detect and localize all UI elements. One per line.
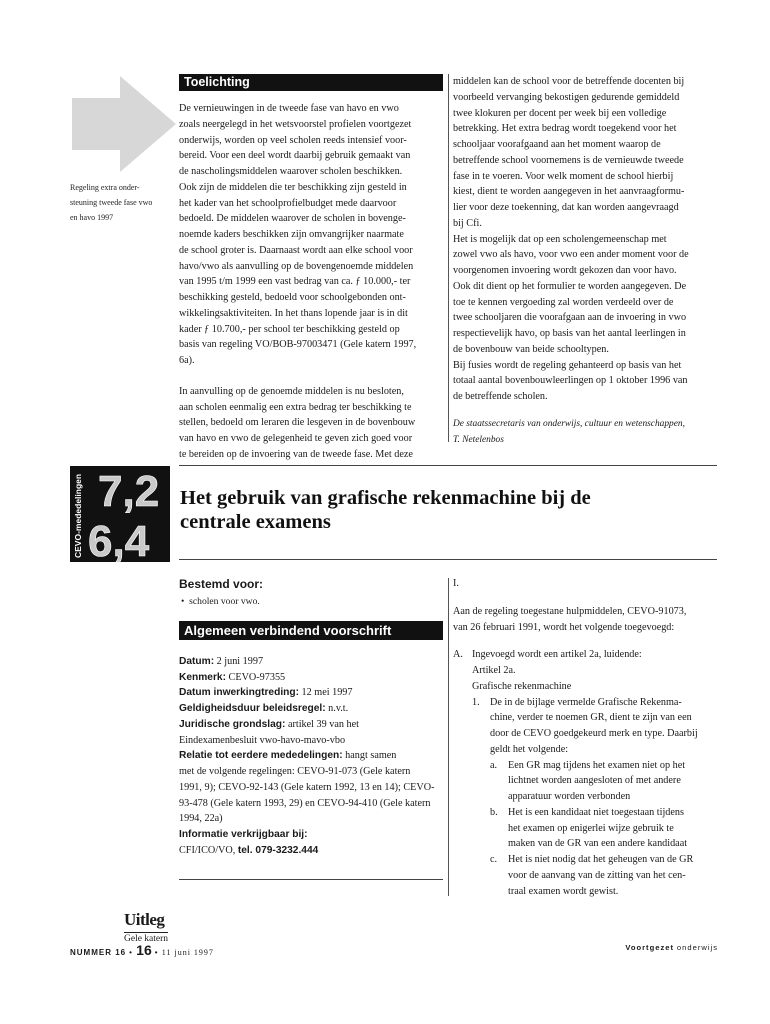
footer-section-bold: Voortgezet [625, 943, 675, 952]
toelichting-column-right [453, 74, 718, 448]
column-divider [448, 578, 449, 896]
meta-label: Geldigheidsduur beleidsregel: [179, 703, 326, 714]
meta-value: CEVO-97355 [228, 671, 286, 683]
meta-inwerking [179, 685, 443, 701]
item-marker: c. [490, 854, 498, 865]
section-title: Het gebruik van grafische rekenmachine bij de centrale examens [180, 487, 591, 533]
regeling-column-right [453, 576, 721, 899]
section-end-rule [179, 879, 443, 880]
item-line: Ingevoegd wordt een artikel 2a, luidende: [472, 649, 642, 661]
bestemd-heading: Bestemd voor: [179, 577, 264, 591]
grade-number-top: 7,2 [98, 467, 160, 516]
logo-subtitle: Gele katern [124, 934, 169, 944]
item-text: Het is een kandidaat niet toegestaan tijdens het examen op enigerlei wijze gebruik te maken van de GR van een andere kandidaat [508, 806, 688, 850]
regeling-item-a [453, 647, 721, 899]
title-rule [179, 465, 717, 466]
meta-relatie-cont: met de volgende regelingen: CEVO-91-073 (Gele katern 1991, 9); CEVO-92-143 (Gele katern 1992, 13 en 14); CEVO- 93-478 (Gele katern 1993, 29) en CEVO-94-410 (Gele katern 1994, 22a) [179, 766, 435, 825]
meta-value: artikel 39 van het [287, 718, 359, 730]
bestemd-item [179, 594, 443, 610]
toelichting-column-left [179, 74, 443, 463]
side-note-line: steuning tweede fase vwo [70, 198, 153, 207]
item-line: Grafische rekenmachine [472, 680, 572, 692]
meta-label: Relatie tot eerdere mededelingen: [179, 750, 343, 762]
bullet: • [181, 596, 185, 607]
item-marker: b. [490, 806, 498, 818]
footer-bullet: • [129, 948, 137, 957]
footer-bullet: • [154, 948, 162, 957]
meta-label: Datum: [179, 655, 215, 667]
meta-info-label: Informatie verkrijgbaar bij: [179, 829, 308, 840]
meta-label: Datum inwerkingtreding: [179, 687, 299, 699]
item-marker: A. [453, 649, 463, 661]
grade-number-bottom: 6,4 [88, 517, 150, 562]
cevo-vertical-label: CEVO-mededelingen [73, 473, 83, 558]
footer-issue [70, 942, 214, 958]
meta-value: hangt samen [345, 750, 397, 762]
meta-label: Kenmerk: [179, 671, 226, 683]
meta-grondslag [179, 717, 443, 733]
uitleg-logo [124, 911, 188, 946]
footer-section [610, 943, 718, 952]
footer-nummer: NUMMER 16 [70, 948, 127, 957]
side-note [70, 180, 170, 225]
voorschrift-heading: Algemeen verbindend voorschrift [179, 621, 443, 640]
item-text: Het is niet nodig dat het geheugen van de GR voor de aanvang van de zitting van het cen- traal examen wordt gewist. [508, 854, 694, 897]
regeling-sub-b [490, 805, 721, 852]
toelichting-heading: Toelichting [179, 74, 443, 91]
meta-kenmerk [179, 670, 443, 686]
item-text: Een GR mag tijdens het examen niet op het lichtnet worden aangesloten of met andere apparatuur worden verbonden [508, 759, 686, 802]
toelichting-paragraph: middelen kan de school voor de betreffende docenten bij voorbeeld vervanging bekostigen gedurende gemiddeld twee klokuren per docent per week bij een volledige betrekking. Het extra bedrag wordt toegekend voor het schooljaar voorafgaand aan het moment waarop de betreffende school voornemens is de vernieuwde tweede fase in te voeren. Voor welk moment de school hierbij kiest, dient te worden aangegeven in het aanvraagformu- lier voor deze toekenning, dat kan worden aangevraagd bij Cfi. Het is mogelijk dat op een scholengemeenschap met zowel vwo als havo, voor vwo een ander moment voor de voorgenomen invoering wordt gekozen dan voor havo. Ook dit dient op het formulier te worden aangegeven. De toe te kennen vergoeding zal worden verdeeld over de twee schooljaren die voorafgaan aan de invoering in vwo respectievelijk havo, op basis van het aantal leerlingen in de bovenbouw van beide schooltypen. Bij fusies wordt de regeling gehanteerd op basis van het totaal aantal bovenbouwleerlingen op 1 oktober 1996 van de betreffende scholen. [453, 76, 689, 402]
footer-section-rest: onderwijs [676, 943, 718, 952]
item-marker: a. [490, 759, 498, 771]
bestemd-item-text: scholen voor vwo. [189, 596, 260, 607]
toelichting-paragraph: De vernieuwingen in de tweede fase van havo en vwo zoals neergelegd in het wetsvoorstel profielen voortgezet onderwijs, worden op veel scholen reeds intensief voor- bereid. Voor een deel wordt daarbij gebruik gemaakt van de nascholingsmiddelen waarover scholen beschikken. Ook zijn de middelen die ter beschikking zijn gesteld in het kader van het schoolprofielbudget mede daarvoor bedoeld. De middelen waarover de scholen in bovenge- noemde kaders beschikken zijn omvangrijker naarmate de school groter is. Daarnaast wordt aan elke school voor havo/vwo als aanvulling op de bovengenoemde middelen van 1995 t/m 1999 een vast bedrag van ca. ƒ 10.000,- ter beschikking gesteld, bedoeld voor schoolgebonden ont- wikkelingsaktiviteiten. In het thans lopende jaar is in dit kader ƒ 10.700,- per school ter beschikking gesteld op basis van regeling VO/BOB-97003471 (Gele katern 1997, 6a). [179, 103, 417, 366]
meta-label: Juridische grondslag: [179, 718, 286, 730]
title-rule [179, 559, 717, 560]
meta-value: CFI/ICO/VO, [179, 844, 236, 856]
meta-info [179, 843, 443, 859]
item-marker: 1. [472, 696, 480, 708]
meta-grondslag-cont: Eindexamenbesluit vwo-havo-mavo-vbo [179, 734, 346, 746]
meta-geldigheid [179, 701, 443, 717]
footer-date: 11 juni 1997 [161, 948, 214, 957]
regeling-sub-c [490, 852, 721, 899]
regeling-sub-a [490, 758, 721, 805]
cevo-section-badge [70, 466, 170, 562]
toelichting-paragraph: In aanvulling op de genoemde middelen is nu besloten, aan scholen eenmalig een extra bedrag ter beschikking te stellen, bedoeld om leraren die lesgeven in de bovenbouw van havo en vwo de gelegenheid te geven zich goed voor te bereiden op de invoering van de tweede fase. Met deze [179, 385, 416, 460]
meta-value: n.v.t. [328, 703, 349, 714]
voorschrift-column-left [179, 576, 443, 880]
column-divider [448, 74, 449, 442]
item-line: Artikel 2a. [472, 665, 516, 676]
meta-block [179, 654, 443, 859]
regeling-intro: Aan de regeling toegestane hulpmiddelen, CEVO-91073, van 26 februari 1991, wordt het volgende toegevoegd: [453, 605, 687, 633]
signature-title: De staatssecretaris van onderwijs, cultuur en wetenschappen, [453, 418, 685, 429]
item-text: De in de bijlage vermelde Grafische Rekenma- chine, verder te noemen GR, dient te zijn van een door de CEVO goedgekeurd merk en type. Daarbij geldt het volgende: [490, 696, 698, 755]
arrow-graphic [70, 74, 178, 174]
regeling-item-1 [472, 695, 721, 900]
meta-value: 2 juni 1997 [216, 655, 264, 667]
roman-numeral: I. [453, 578, 459, 589]
meta-datum [179, 654, 443, 670]
signature-name: T. Netelenbos [453, 434, 504, 445]
meta-value: 12 mei 1997 [301, 687, 353, 699]
side-note-line: Regeling extra onder- [70, 183, 140, 192]
meta-relatie [179, 748, 443, 764]
side-note-line: en havo 1997 [70, 213, 114, 222]
meta-phone: tel. 079-3232.444 [237, 844, 319, 856]
page-number: 16 [136, 942, 152, 958]
logo-wordmark: Uitleg [124, 910, 165, 929]
